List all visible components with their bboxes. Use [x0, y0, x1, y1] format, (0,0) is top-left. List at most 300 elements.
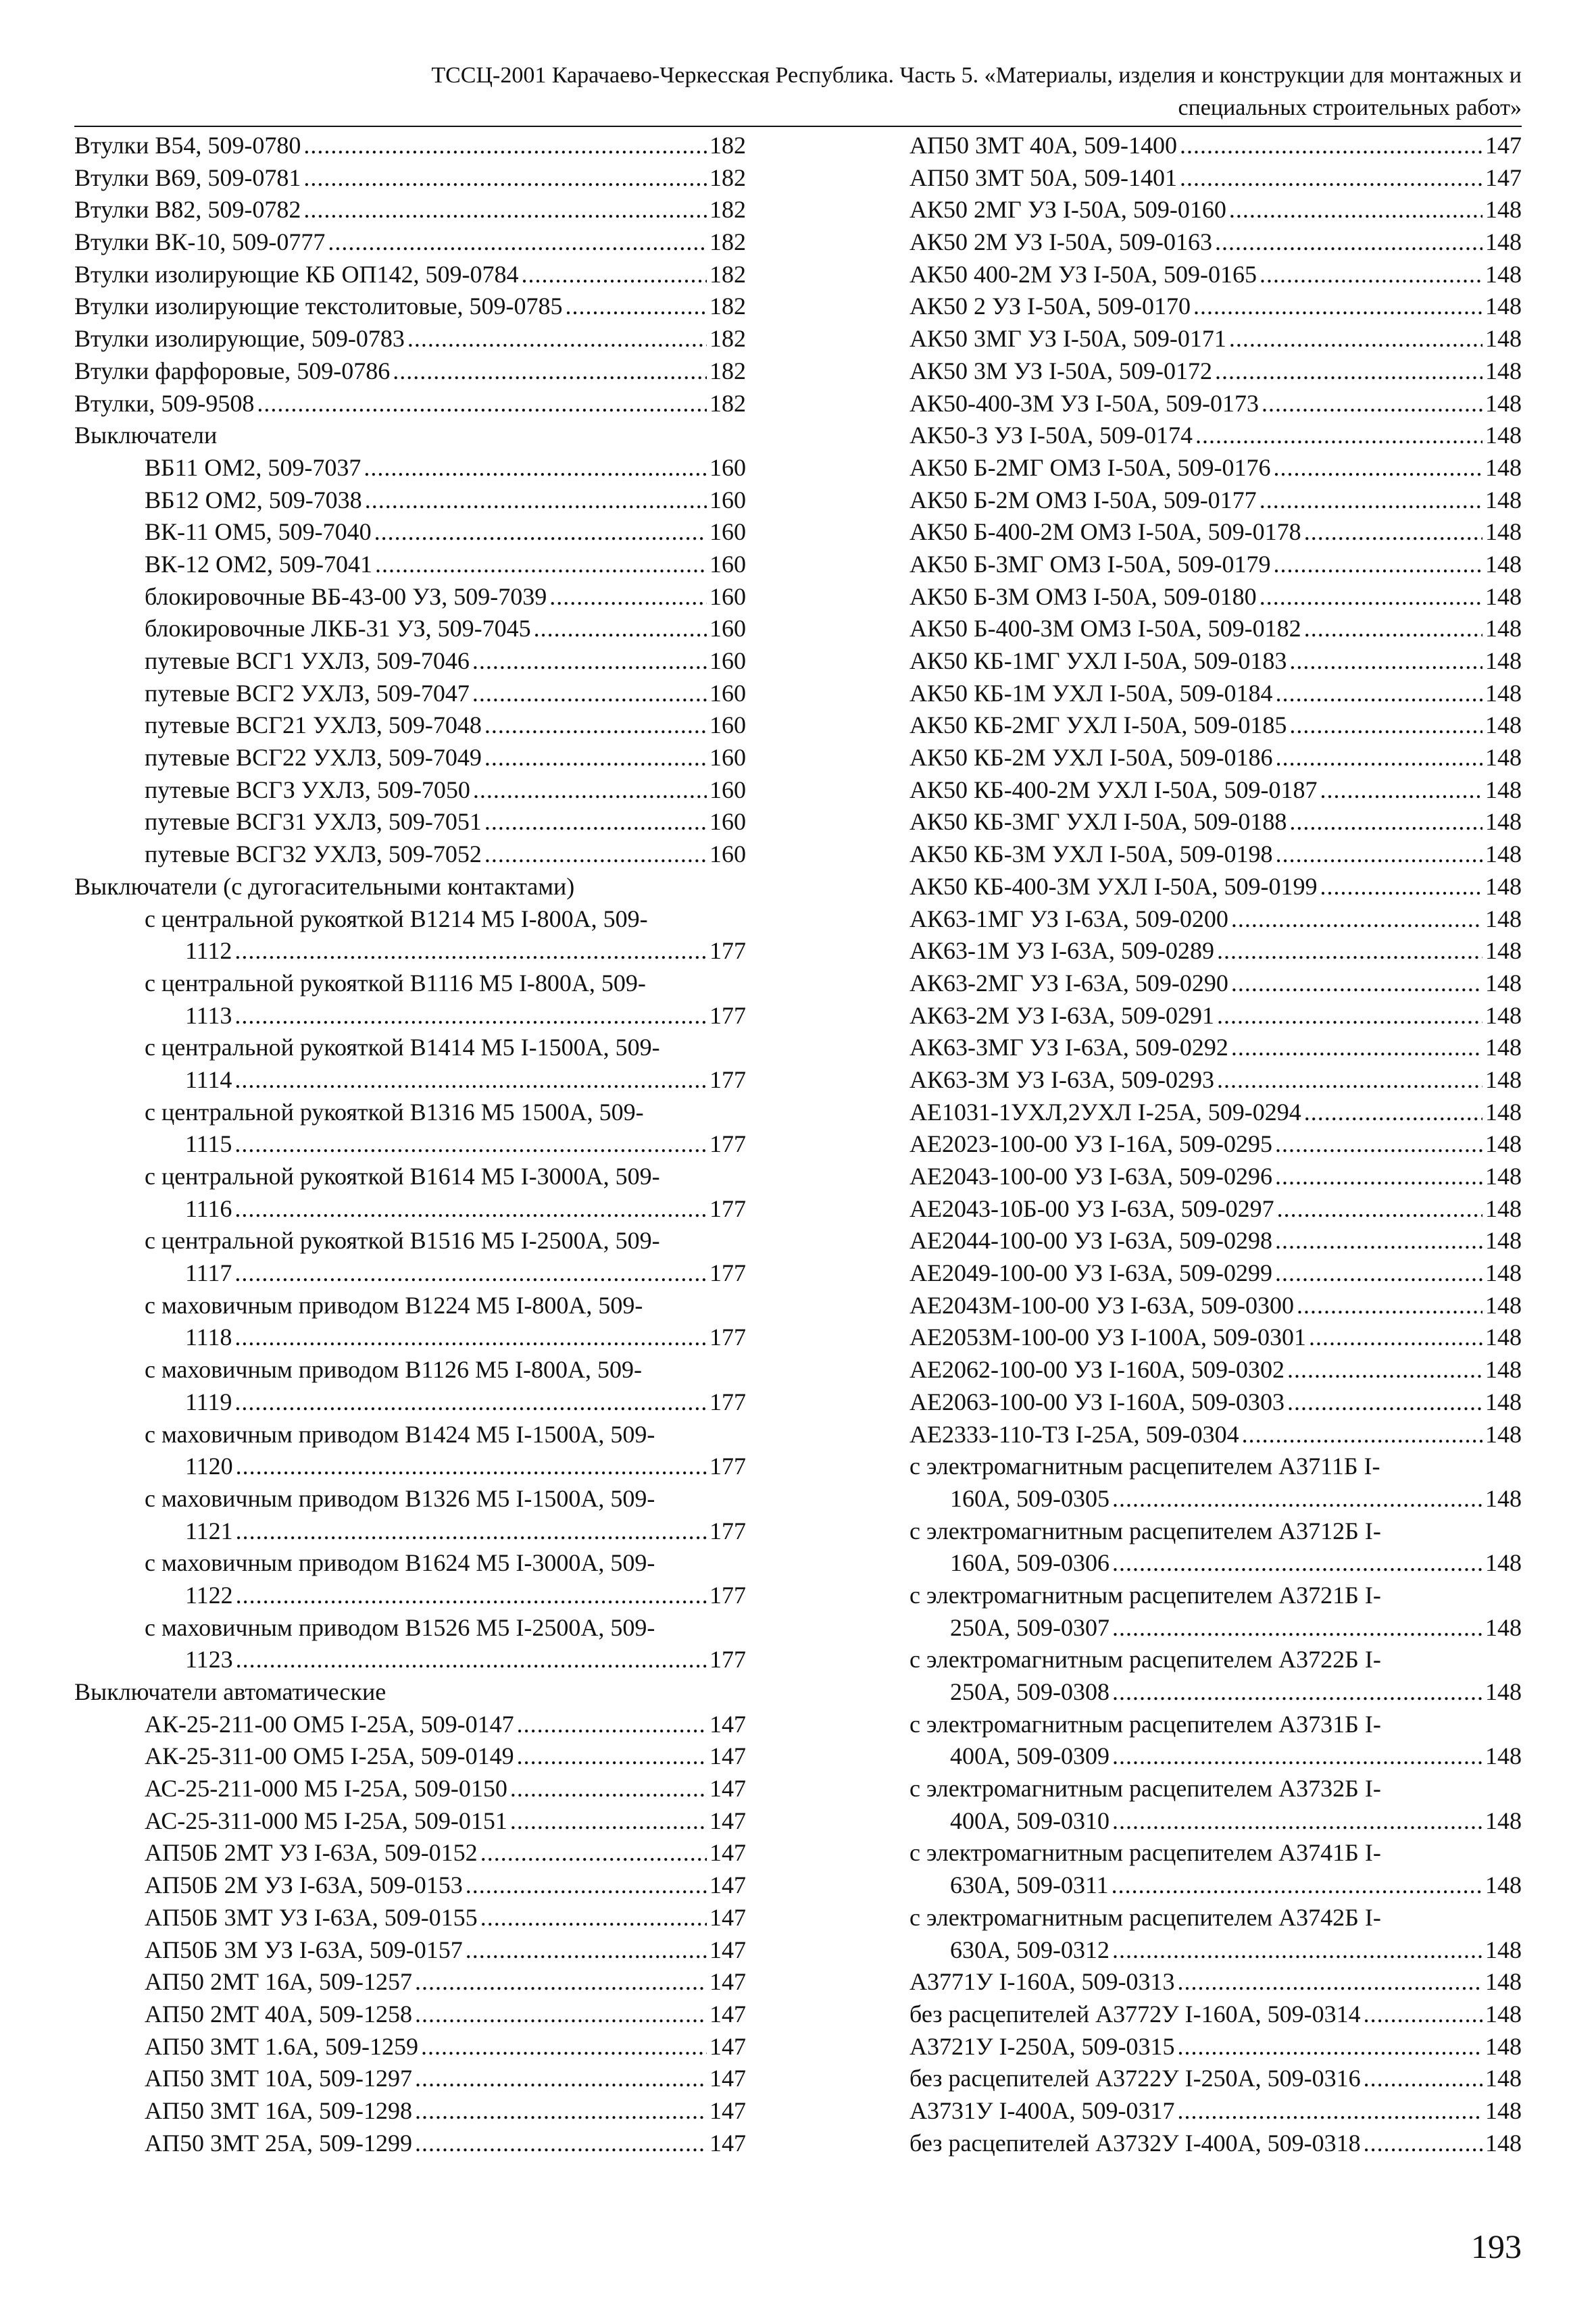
entry-text: АК63-2МГ УЗ I-63А, 509-0290 [909, 969, 1228, 997]
index-heading: Выключатели [74, 422, 218, 449]
entry-text: АЕ2063-100-00 УЗ I-160А, 509-0303 [909, 1388, 1285, 1415]
index-entry [74, 2031, 746, 2063]
index-entry [74, 678, 746, 710]
entry-text: АК50 КБ-1М УХЛ I-50А, 509-0184 [909, 679, 1273, 707]
index-entry [909, 323, 1522, 355]
entry-page: 160 [709, 840, 746, 868]
entry-page: 148 [1485, 905, 1522, 932]
entry-text: АК50-400-3М УЗ I-50А, 509-0173 [909, 389, 1260, 417]
index-entry [74, 806, 746, 838]
entry-page: 148 [1485, 357, 1522, 384]
entry-page: 177 [709, 1453, 746, 1480]
entry-page: 177 [709, 1324, 746, 1351]
entry-text: АП50 3МТ 16А, 509-1298 [145, 2096, 412, 2124]
dot-leader [303, 162, 707, 195]
index-entry [74, 452, 746, 484]
entry-page: 148 [1485, 260, 1522, 288]
entry-text: 1112 [185, 937, 232, 965]
entry-page: 148 [1485, 293, 1522, 320]
entry-page: 148 [1485, 486, 1522, 513]
entry-text: без расцепителей А3722У I-250А, 509-0316 [909, 2065, 1361, 2092]
entry-text-first-line: с электромагнитным расцепителем А3711Б I- [909, 1453, 1380, 1480]
entry-text: АК50 2М УЗ I-50А, 509-0163 [909, 228, 1213, 256]
index-entry [909, 1966, 1522, 1998]
index-entry [74, 1934, 746, 1967]
entry-text: без расцепителей А3732У I-400А, 509-0318 [909, 2129, 1361, 2157]
index-entry [74, 1515, 746, 1548]
entry-text: 1121 [185, 1517, 233, 1544]
dot-leader [1276, 838, 1482, 871]
entry-text: АК50 КБ-1МГ УХЛ I-50А, 509-0183 [909, 647, 1287, 674]
index-entry [74, 1128, 746, 1161]
entry-text: АЕ2043-100-00 УЗ I-63А, 509-0296 [909, 1163, 1272, 1190]
index-entry [909, 388, 1522, 420]
dot-leader [1177, 1966, 1482, 1998]
entry-text: АК50 КБ-2МГ УХЛ I-50А, 509-0185 [909, 711, 1287, 739]
index-entry [74, 194, 746, 226]
dot-leader [1231, 967, 1482, 1000]
index-entry [74, 1386, 746, 1419]
entry-page: 147 [1485, 164, 1522, 191]
index-entry [909, 742, 1522, 774]
entry-page: 182 [709, 196, 746, 224]
entry-text: ВК-12 ОМ2, 509-7041 [145, 550, 373, 578]
index-entry [909, 678, 1522, 710]
dot-leader [234, 1322, 707, 1354]
dot-leader [1180, 162, 1482, 195]
dot-leader [303, 194, 707, 226]
dot-leader [466, 1869, 707, 1902]
dot-leader [1287, 1386, 1482, 1419]
entry-text: АК50 КБ-2М УХЛ I-50А, 509-0186 [909, 744, 1273, 772]
index-entry [909, 355, 1522, 388]
index-entry [909, 1193, 1522, 1226]
dot-leader [234, 1000, 707, 1032]
dot-leader [1277, 1193, 1482, 1226]
entry-page: 147 [709, 2129, 746, 2157]
index-entry [909, 967, 1522, 1000]
dot-leader [480, 1902, 707, 1934]
index-entry [74, 1064, 746, 1097]
dot-leader [375, 549, 707, 581]
entry-page: 148 [1485, 1613, 1522, 1641]
dot-leader [484, 838, 707, 871]
entry-text: 250А, 509-0307 [950, 1613, 1109, 1641]
index-entry [909, 2128, 1522, 2160]
entry-page: 148 [1485, 518, 1522, 546]
dot-leader [1275, 1257, 1482, 1290]
index-entry [74, 291, 746, 323]
entry-page: 148 [1485, 1678, 1522, 1705]
index-entry [909, 194, 1522, 226]
entry-text: 1114 [185, 1065, 232, 1093]
index-entry [909, 871, 1522, 903]
dot-leader [236, 1451, 707, 1483]
entry-page: 148 [1485, 872, 1522, 900]
dot-leader [234, 1064, 707, 1097]
entry-page: 147 [709, 1903, 746, 1931]
dot-leader [1304, 613, 1482, 645]
entry-text-first-line: с маховичным приводом В1326 М5 I-1500А, 509- [145, 1484, 655, 1512]
entry-text-first-line: с центральной рукояткой В1614 М5 I-3000А, 509- [145, 1163, 660, 1190]
index-entry [74, 1805, 746, 1838]
entry-page: 177 [709, 1581, 746, 1609]
entry-text-first-line: с центральной рукояткой В1414 М5 I-1500А, 509- [145, 1034, 660, 1061]
index-entry [909, 1000, 1522, 1032]
index-entry [74, 388, 746, 420]
dot-leader [1112, 1805, 1482, 1838]
entry-page: 160 [709, 744, 746, 772]
entry-text: путевые ВСГ1 УХЛЗ, 509-7046 [145, 647, 470, 674]
dot-leader [484, 709, 707, 742]
entry-page: 182 [709, 325, 746, 353]
dot-leader [234, 1128, 707, 1161]
entry-text: 160А, 509-0305 [950, 1484, 1109, 1512]
index-entry [74, 130, 746, 162]
entry-page: 148 [1485, 1098, 1522, 1126]
dot-leader [1275, 1128, 1482, 1161]
entry-page: 182 [709, 389, 746, 417]
entry-page: 148 [1485, 2032, 1522, 2060]
index-entry [74, 1644, 746, 1676]
index-entry [74, 1580, 746, 1612]
entry-text: 1116 [185, 1194, 232, 1222]
dot-leader [1304, 516, 1482, 549]
dot-leader [1229, 194, 1482, 226]
entry-text: 630А, 509-0311 [950, 1871, 1109, 1899]
entry-text: путевые ВСГ32 УХЛЗ, 509-7052 [145, 840, 482, 868]
entry-page: 148 [1485, 969, 1522, 997]
entry-text: 400А, 509-0309 [950, 1742, 1109, 1770]
dot-leader [415, 2095, 707, 2128]
entry-page: 160 [709, 453, 746, 481]
index-entry [74, 484, 746, 517]
entry-text: 160А, 509-0306 [950, 1549, 1109, 1577]
entry-text: АЕ2049-100-00 УЗ I-63А, 509-0299 [909, 1259, 1272, 1287]
entry-text: 1120 [185, 1453, 233, 1480]
dot-leader [484, 806, 707, 838]
index-entry [909, 581, 1522, 613]
entry-page: 148 [1485, 1420, 1522, 1448]
index-entry [909, 613, 1522, 645]
index-entry [74, 1966, 746, 1998]
entry-text: ВБ12 ОМ2, 509-7038 [145, 486, 362, 513]
entry-page: 160 [709, 776, 746, 803]
dot-leader [517, 1709, 707, 1741]
entry-page: 148 [1485, 1356, 1522, 1384]
dot-leader [365, 484, 707, 517]
index-entry [909, 130, 1522, 162]
index-entry [909, 1032, 1522, 1064]
entry-text: АП50Б 3МТ УЗ I-63А, 509-0155 [145, 1903, 478, 1931]
dot-leader [566, 291, 707, 323]
entry-text-first-line: с маховичным приводом В1126 М5 I-800А, 509- [145, 1356, 643, 1384]
index-entry [74, 613, 746, 645]
index-entry [909, 1869, 1522, 1902]
dot-leader [1287, 1354, 1482, 1386]
entry-text: Втулки изолирующие КБ ОП142, 509-0784 [74, 260, 519, 288]
dot-leader [407, 323, 707, 355]
index-entry [74, 742, 746, 774]
entry-page: 147 [709, 1807, 746, 1834]
index-entry [909, 1386, 1522, 1419]
entry-page: 148 [1485, 1871, 1522, 1899]
index-entry [74, 935, 746, 967]
index-entry [74, 1740, 746, 1773]
entry-text: АК63-1МГ УЗ I-63А, 509-0200 [909, 905, 1228, 932]
index-column-left [74, 130, 746, 2159]
header-line-2: специальных строительных работ» [1178, 95, 1522, 120]
index-entry [909, 1740, 1522, 1773]
entry-page: 147 [709, 1968, 746, 1996]
entry-text: Втулки В69, 509-0781 [74, 164, 301, 191]
entry-page: 160 [709, 808, 746, 836]
entry-text: АК50 КБ-400-3М УХЛ I-50А, 509-0199 [909, 872, 1318, 900]
index-entry [909, 1225, 1522, 1257]
dot-leader [1231, 1032, 1482, 1064]
index-entry [74, 549, 746, 581]
dot-leader [522, 259, 707, 291]
entry-page: 148 [1485, 615, 1522, 643]
entry-text: 1123 [185, 1646, 233, 1674]
entry-text-first-line: с центральной рукояткой В1116 М5 I-800А, 509- [145, 969, 646, 997]
entry-text: АК50 Б-3М ОМЗ I-50А, 509-0180 [909, 582, 1257, 610]
entry-page: 148 [1485, 2065, 1522, 2092]
entry-text: без расцепителей А3772У I-160А, 509-0314 [909, 2000, 1361, 2028]
entry-text: АЕ2043-10Б-00 УЗ I-63А, 509-0297 [909, 1194, 1274, 1222]
entry-text: 1113 [185, 1001, 232, 1029]
entry-page: 148 [1485, 325, 1522, 353]
dot-leader [1195, 420, 1482, 452]
entry-page: 148 [1485, 2000, 1522, 2028]
dot-leader [1112, 1869, 1482, 1902]
index-entry [909, 1676, 1522, 1709]
entry-text: АК50 КБ-400-2М УХЛ I-50А, 509-0187 [909, 776, 1318, 803]
entry-page: 182 [709, 132, 746, 159]
index-entry [909, 484, 1522, 517]
entry-page: 148 [1485, 1291, 1522, 1319]
entry-page: 177 [709, 1517, 746, 1544]
entry-page: 148 [1485, 389, 1522, 417]
entry-text: АК50 3МГ УЗ I-50А, 509-0171 [909, 325, 1226, 353]
entry-page: 147 [709, 1775, 746, 1803]
dot-leader [466, 1934, 707, 1967]
index-column-right [909, 130, 1522, 2159]
entry-text: Втулки В82, 509-0782 [74, 196, 301, 224]
entry-page: 148 [1485, 582, 1522, 610]
entry-page: 160 [709, 615, 746, 643]
dot-leader [374, 516, 707, 549]
entry-text: путевые ВСГ31 УХЛЗ, 509-7051 [145, 808, 482, 836]
index-entry [74, 1322, 746, 1354]
entry-text-first-line: с маховичным приводом В1526 М5 I-2500А, 509- [145, 1613, 655, 1641]
entry-text-first-line: с центральной рукояткой В1516 М5 I-2500А, 509- [145, 1227, 660, 1255]
entry-page: 148 [1485, 776, 1522, 803]
index-entry [909, 1128, 1522, 1161]
dot-leader [472, 645, 707, 678]
entry-page: 182 [709, 164, 746, 191]
entry-page: 177 [709, 1130, 746, 1158]
entry-text: АП50 3МТ 1.6А, 509-1259 [145, 2032, 418, 2060]
index-entry [909, 806, 1522, 838]
index-heading: Выключатели автоматические [74, 1678, 386, 1705]
index-entry [909, 1547, 1522, 1580]
entry-text: 1115 [185, 1130, 232, 1158]
index-entry [74, 2128, 746, 2160]
entry-page: 177 [709, 1001, 746, 1029]
entry-page: 148 [1485, 1807, 1522, 1834]
entry-page: 182 [709, 293, 746, 320]
entry-text: АС-25-211-000 М5 I-25А, 509-0150 [145, 1775, 507, 1803]
entry-page: 177 [709, 1065, 746, 1093]
dot-leader [473, 774, 707, 807]
entry-text: АК50 КБ-3М УХЛ I-50А, 509-0198 [909, 840, 1273, 868]
index-entry [909, 903, 1522, 936]
index-entry [909, 549, 1522, 581]
entry-page: 160 [709, 518, 746, 546]
dot-leader [236, 1515, 707, 1548]
entry-text: АК50 КБ-3МГ УХЛ I-50А, 509-0188 [909, 808, 1287, 836]
index-entry [74, 1709, 746, 1741]
dot-leader [1276, 678, 1482, 710]
entry-text-first-line: с маховичным приводом В1624 М5 I-3000А, 509- [145, 1549, 655, 1577]
dot-leader [1297, 1290, 1482, 1322]
dot-leader [1274, 549, 1483, 581]
index-entry [909, 2031, 1522, 2063]
entry-page: 148 [1485, 1549, 1522, 1577]
index-entry [74, 774, 746, 807]
entry-page: 148 [1485, 1194, 1522, 1222]
entry-text: АЕ2333-110-ТЗ I-25А, 509-0304 [909, 1420, 1239, 1448]
index-entry [74, 2095, 746, 2128]
dot-leader [1260, 581, 1482, 613]
dot-leader [1260, 484, 1482, 517]
index-entry [909, 1290, 1522, 1322]
entry-text: Втулки фарфоровые, 509-0786 [74, 357, 391, 384]
dot-leader [1215, 355, 1482, 388]
entry-page: 148 [1485, 808, 1522, 836]
entry-text: АС-25-311-000 М5 I-25А, 509-0151 [145, 1807, 507, 1834]
index-entry [909, 1483, 1522, 1515]
entry-page: 177 [709, 1646, 746, 1674]
entry-page: 147 [709, 1871, 746, 1899]
index-entry [74, 709, 746, 742]
dot-leader [1112, 1612, 1482, 1644]
entry-text-first-line: с маховичным приводом В1424 М5 I-1500А, 509- [145, 1420, 655, 1448]
entry-text: блокировочные ВБ-43-00 УЗ, 509-7039 [145, 582, 547, 610]
entry-text: А3721У I-250А, 509-0315 [909, 2032, 1175, 2060]
dot-leader [472, 678, 707, 710]
index-entry [909, 709, 1522, 742]
dot-leader [549, 581, 707, 613]
dot-leader [1364, 2063, 1482, 2095]
page-number: 193 [1471, 2228, 1522, 2265]
index-entry [909, 645, 1522, 678]
dot-leader [236, 1580, 707, 1612]
entry-text-first-line: с электромагнитным расцепителем А3731Б I- [909, 1710, 1381, 1738]
index-entry [909, 1322, 1522, 1354]
dot-leader [1304, 1097, 1482, 1129]
entry-page: 177 [709, 1194, 746, 1222]
entry-text-first-line: с маховичным приводом В1224 М5 I-800А, 509- [145, 1291, 643, 1319]
entry-text: АК63-3М УЗ I-63А, 509-0293 [909, 1065, 1215, 1093]
dot-leader [1275, 1225, 1482, 1257]
entry-page: 148 [1485, 1936, 1522, 1963]
dot-leader [421, 2031, 707, 2063]
entry-page: 148 [1485, 1968, 1522, 1996]
dot-leader [1364, 2128, 1482, 2160]
entry-text: 250А, 509-0308 [950, 1678, 1109, 1705]
index-entry [74, 645, 746, 678]
index-entry [909, 516, 1522, 549]
entry-text: АП50 3МТ 50А, 509-1401 [909, 164, 1177, 191]
entry-page: 148 [1485, 1259, 1522, 1287]
index-entry [909, 1805, 1522, 1838]
index-entry [74, 162, 746, 195]
entry-text-first-line: с центральной рукояткой В1316 М5 1500А, 509- [145, 1098, 644, 1126]
dot-leader [1112, 1676, 1482, 1709]
entry-text: путевые ВСГ21 УХЛЗ, 509-7048 [145, 711, 482, 739]
entry-text: АП50Б 2МТ УЗ I-63А, 509-0152 [145, 1839, 478, 1867]
entry-text: АК50 Б-2М ОМЗ I-50А, 509-0177 [909, 486, 1257, 513]
entry-text: 1119 [185, 1388, 232, 1415]
entry-text: АЕ2062-100-00 УЗ I-160А, 509-0302 [909, 1356, 1285, 1384]
dot-leader [1231, 903, 1482, 936]
dot-leader [415, 1998, 707, 2031]
dot-leader [1289, 709, 1482, 742]
entry-page: 182 [709, 260, 746, 288]
index-entry [909, 162, 1522, 195]
index-entry [74, 1193, 746, 1226]
dot-leader [257, 388, 707, 420]
dot-leader [234, 935, 707, 967]
entry-page: 148 [1485, 550, 1522, 578]
index-entry [74, 1773, 746, 1805]
dot-leader [415, 2128, 707, 2160]
dot-leader [1262, 388, 1482, 420]
index-entry [74, 2063, 746, 2095]
entry-text-first-line: с электромагнитным расцепителем А3721Б I- [909, 1581, 1381, 1609]
dot-leader [1177, 2095, 1482, 2128]
entry-text: АК63-1М УЗ I-63А, 509-0289 [909, 937, 1215, 965]
dot-leader [328, 226, 707, 259]
entry-text: АЕ2023-100-00 УЗ I-16А, 509-0295 [909, 1130, 1272, 1158]
dot-leader [1177, 2031, 1482, 2063]
index-entry [74, 1000, 746, 1032]
entry-page: 148 [1485, 196, 1522, 224]
entry-text: АП50 2МТ 40А, 509-1258 [145, 2000, 412, 2028]
entry-page: 160 [709, 486, 746, 513]
entry-page: 147 [709, 1742, 746, 1770]
dot-leader [393, 355, 707, 388]
index-entry [909, 1612, 1522, 1644]
entry-page: 148 [1485, 1324, 1522, 1351]
header-line-1: ТССЦ-2001 Карачаево-Черкесская Республика. Часть 5. «Материалы, изделия и конструкции для монтажных и [431, 63, 1522, 88]
entry-text-first-line: с электромагнитным расцепителем А3732Б I- [909, 1775, 1381, 1803]
entry-text-first-line: с электромагнитным расцепителем А3742Б I- [909, 1903, 1381, 1931]
entry-text: АК50 Б-400-3М ОМЗ I-50А, 509-0182 [909, 615, 1301, 643]
entry-page: 147 [709, 2096, 746, 2124]
dot-leader [364, 452, 707, 484]
index-entry [74, 516, 746, 549]
entry-text: АП50Б 3М УЗ I-63А, 509-0157 [145, 1936, 463, 1963]
entry-text: АЕ2053М-100-00 УЗ I-100А, 509-0301 [909, 1324, 1306, 1351]
dot-leader [234, 1193, 707, 1226]
entry-page: 148 [1485, 453, 1522, 481]
entry-text: Втулки В54, 509-0780 [74, 132, 301, 159]
index-entry [74, 838, 746, 871]
entry-text: АК63-3МГ УЗ I-63А, 509-0292 [909, 1034, 1228, 1061]
